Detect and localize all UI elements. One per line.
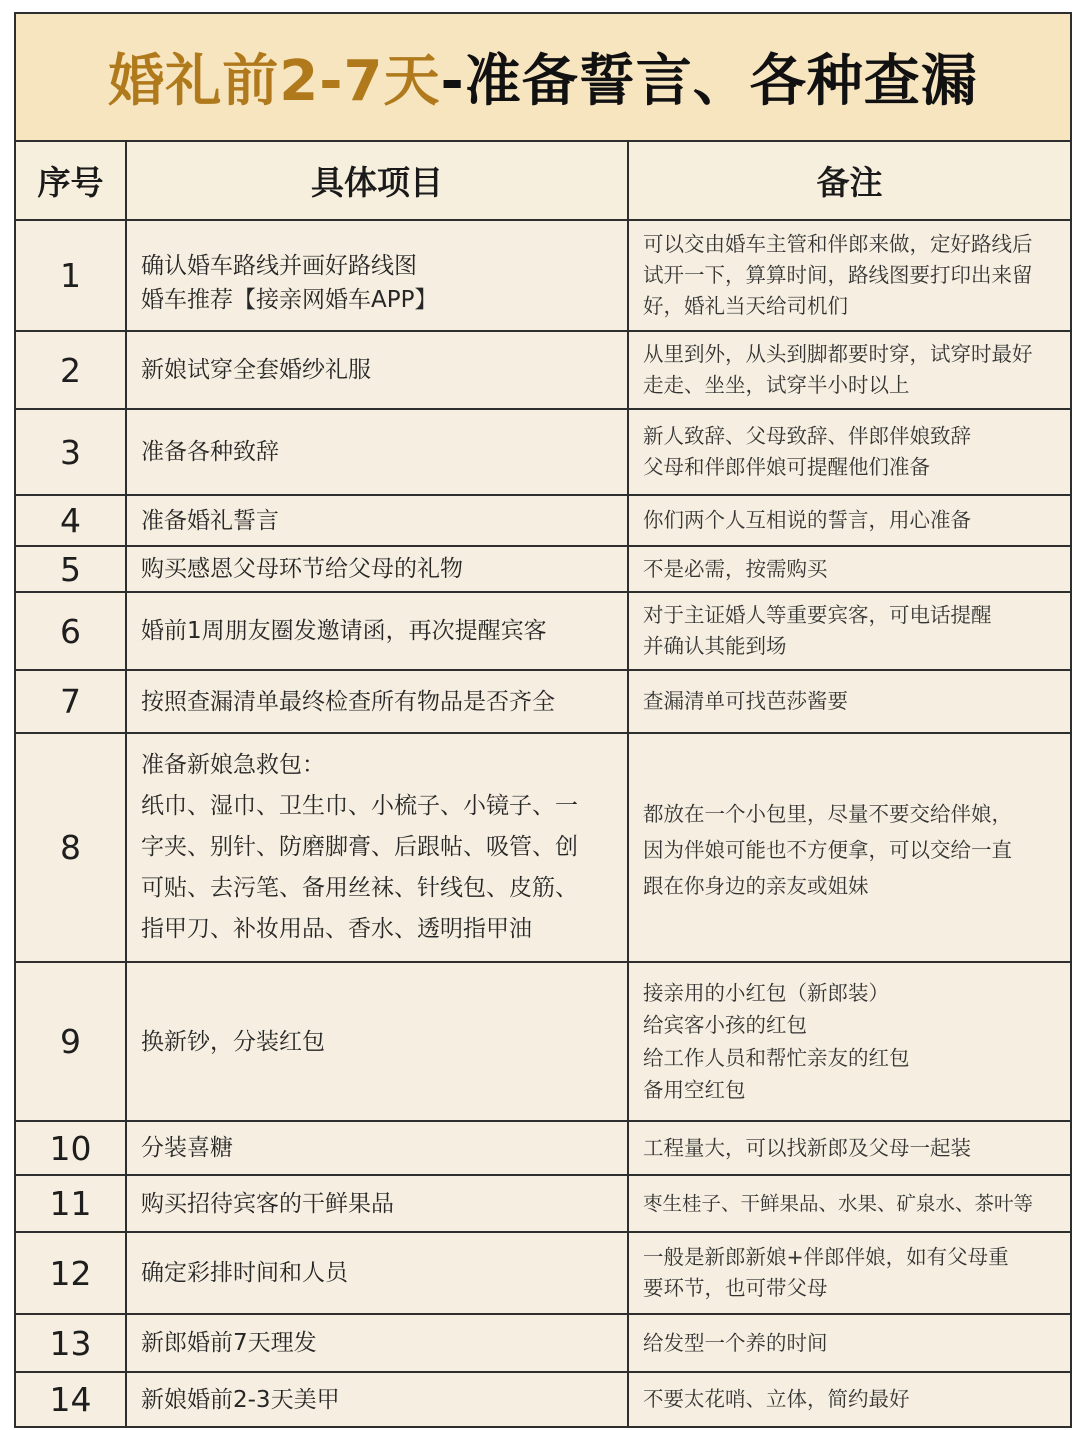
row-number: 2 [16, 331, 126, 409]
row-number: 10 [16, 1121, 126, 1175]
table-header-row [16, 142, 1070, 220]
row-item [126, 495, 628, 546]
note-line: 给工作人员和帮忙亲友的红包 [643, 1045, 910, 1070]
row-number: 7 [16, 670, 126, 733]
item-line: 婚前1周朋友圈发邀请函，再次提醒宾客 [141, 618, 547, 644]
note-line: 好，婚礼当天给司机们 [643, 294, 848, 318]
row-item [126, 1314, 628, 1372]
note-line: 因为伴娘可能也不方便拿，可以交给一直 [643, 838, 1012, 862]
table-row [16, 1314, 1070, 1372]
row-note [628, 546, 1070, 592]
note-line: 都放在一个小包里，尽量不要交给伴娘， [643, 802, 1012, 826]
page-title [16, 14, 1070, 142]
item-line: 新娘婚前2-3天美甲 [141, 1386, 340, 1413]
item-line: 准备婚礼誓言 [141, 507, 279, 534]
table-row [16, 409, 1070, 495]
row-number: 5 [16, 546, 126, 592]
table-row [16, 495, 1070, 546]
table-row [16, 331, 1070, 409]
note-line: 对于主证婚人等重要宾客，可电话提醒 [643, 603, 992, 627]
item-line: 新娘试穿全套婚纱礼服 [141, 357, 371, 383]
title-main: -准备誓言、各种查漏 [440, 49, 978, 114]
row-item [126, 1372, 628, 1426]
row-number: 13 [16, 1314, 126, 1372]
table-row [16, 220, 1070, 331]
item-line: 可贴、去污笔、备用丝袜、针线包、皮筋、 [141, 875, 578, 901]
note-line: 一般是新郎新娘+伴郎伴娘，如有父母重 [643, 1245, 1009, 1269]
table-row [16, 1372, 1070, 1426]
row-number: 11 [16, 1175, 126, 1232]
row-note [628, 1372, 1070, 1426]
title-accent: 婚礼前2-7天 [108, 49, 441, 114]
row-item [126, 592, 628, 670]
header-note: 备注 [628, 142, 1070, 220]
item-line: 指甲刀、补妆用品、香水、透明指甲油 [141, 916, 532, 942]
table-row [16, 962, 1070, 1121]
row-note [628, 1232, 1070, 1314]
row-note [628, 962, 1070, 1121]
note-line: 试开一下，算算时间，路线图要打印出来留 [643, 263, 1033, 287]
note-line: 走走、坐坐，试穿半小时以上 [643, 373, 910, 397]
table-row [16, 1232, 1070, 1314]
row-item [126, 331, 628, 409]
row-note [628, 331, 1070, 409]
row-note [628, 733, 1070, 962]
row-note [628, 220, 1070, 331]
row-item [126, 409, 628, 495]
row-note [628, 409, 1070, 495]
row-number: 4 [16, 495, 126, 546]
item-line: 婚车推荐【接亲网婚车APP】 [141, 286, 438, 313]
note-line: 你们两个人互相说的誓言，用心准备 [643, 508, 971, 532]
table-row [16, 592, 1070, 670]
table-row [16, 670, 1070, 733]
row-note [628, 592, 1070, 670]
item-line: 购买感恩父母环节给父母的礼物 [141, 556, 463, 582]
row-number: 6 [16, 592, 126, 670]
row-number: 1 [16, 220, 126, 331]
note-line: 父母和伴郎伴娘可提醒他们准备 [643, 455, 930, 479]
row-note [628, 1121, 1070, 1175]
header-item: 具体项目 [126, 142, 628, 220]
note-line: 给宾客小孩的红包 [643, 1013, 807, 1037]
note-line: 备用空红包 [643, 1078, 746, 1102]
item-line: 准备新娘急救包： [141, 752, 325, 778]
table-row [16, 1121, 1070, 1175]
note-line: 不要太花哨、立体，简约最好 [643, 1387, 910, 1411]
checklist-table [16, 142, 1070, 1426]
item-line: 确定彩排时间和人员 [141, 1260, 348, 1286]
row-number: 12 [16, 1232, 126, 1314]
row-note [628, 670, 1070, 733]
row-item [126, 220, 628, 331]
row-number: 14 [16, 1372, 126, 1426]
item-line: 换新钞，分装红包 [141, 1028, 325, 1055]
item-line: 新郎婚前7天理发 [141, 1330, 317, 1356]
row-note [628, 1314, 1070, 1372]
note-line: 要环节，也可带父母 [643, 1276, 828, 1300]
item-line: 分装喜糖 [141, 1135, 233, 1161]
header-number: 序号 [16, 142, 126, 220]
note-line: 并确认其能到场 [643, 634, 787, 658]
row-number: 9 [16, 962, 126, 1121]
note-line: 工程量大，可以找新郎及父母一起装 [643, 1135, 971, 1160]
note-line: 查漏清单可找芭莎酱要 [643, 689, 848, 713]
row-item [126, 1232, 628, 1314]
row-note [628, 1175, 1070, 1232]
item-line: 按照查漏清单最终检查所有物品是否齐全 [141, 688, 555, 715]
item-line: 准备各种致辞 [141, 439, 279, 465]
row-item [126, 670, 628, 733]
note-line: 新人致辞、父母致辞、伴郎伴娘致辞 [643, 424, 971, 448]
note-line: 跟在你身边的亲友或姐妹 [643, 874, 869, 898]
note-line: 不是必需，按需购买 [643, 556, 828, 581]
row-note [628, 495, 1070, 546]
checklist-sheet [14, 12, 1072, 1428]
item-line: 确认婚车路线并画好路线图 [141, 252, 417, 279]
row-item [126, 962, 628, 1121]
item-line: 购买招待宾客的干鲜果品 [141, 1190, 394, 1217]
note-line: 可以交由婚车主管和伴郎来做，定好路线后 [643, 232, 1033, 256]
row-item [126, 733, 628, 962]
table-row [16, 1175, 1070, 1232]
note-line: 从里到外，从头到脚都要时穿，试穿时最好 [643, 342, 1033, 366]
item-line: 纸巾、湿巾、卫生巾、小梳子、小镜子、一 [141, 793, 578, 819]
item-line: 字夹、别针、防磨脚膏、后跟帖、吸管、创 [141, 834, 578, 860]
row-number: 8 [16, 733, 126, 962]
note-line: 给发型一个养的时间 [643, 1330, 828, 1355]
row-number: 3 [16, 409, 126, 495]
table-row [16, 546, 1070, 592]
row-item [126, 1121, 628, 1175]
table-row [16, 733, 1070, 962]
row-item [126, 1175, 628, 1232]
row-item [126, 546, 628, 592]
note-line: 枣生桂子、干鲜果品、水果、矿泉水、茶叶等 [643, 1192, 1034, 1215]
note-line: 接亲用的小红包（新郎装） [643, 980, 889, 1005]
